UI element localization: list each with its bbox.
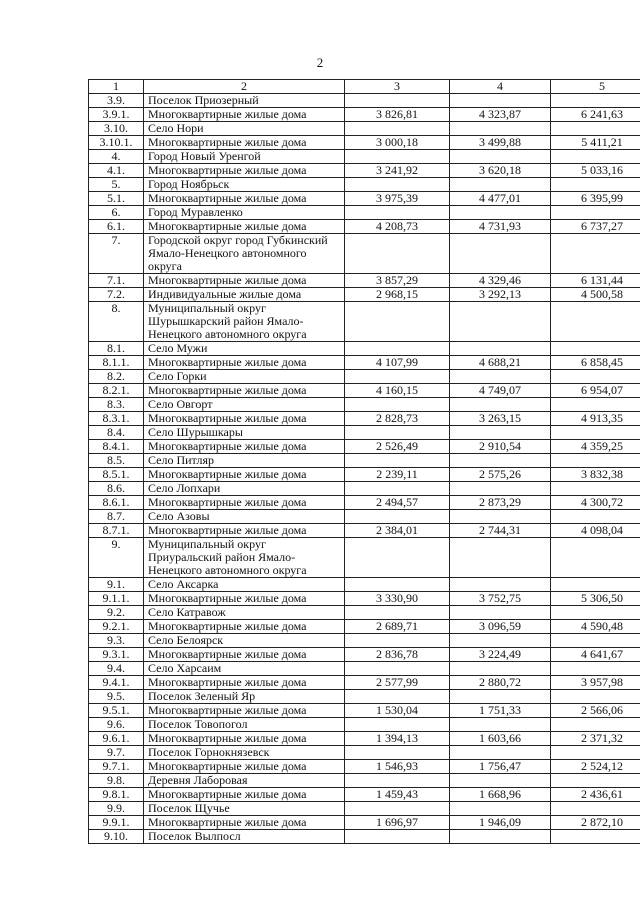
table-row (89, 788, 640, 802)
value-col-5: 4 590,48 (551, 620, 640, 634)
row-name: Многоквартирные жилые дома (144, 816, 345, 830)
value-col-5 (551, 234, 640, 274)
table-row (89, 454, 640, 468)
table-header-row (89, 80, 640, 94)
value-col-5 (551, 578, 640, 592)
value-col-3 (345, 774, 450, 788)
table-row (89, 206, 640, 220)
table-body (89, 94, 640, 844)
row-number: 8.5. (89, 454, 144, 468)
table-row (89, 718, 640, 732)
value-col-5 (551, 510, 640, 524)
value-col-5: 2 371,32 (551, 732, 640, 746)
row-number: 3.9. (89, 94, 144, 108)
value-col-5: 4 913,35 (551, 412, 640, 426)
value-col-3: 1 459,43 (345, 788, 450, 802)
table-row (89, 302, 640, 342)
value-col-3: 3 000,18 (345, 136, 450, 150)
row-name: Многоквартирные жилые дома (144, 732, 345, 746)
column-header-2: 2 (144, 80, 345, 94)
table-row (89, 802, 640, 816)
row-number: 7.1. (89, 274, 144, 288)
tariff-table (88, 79, 640, 844)
value-col-3: 4 107,99 (345, 356, 450, 370)
row-number: 9.1.1. (89, 592, 144, 606)
row-number: 8.5.1. (89, 468, 144, 482)
value-col-5: 6 395,99 (551, 192, 640, 206)
row-name: Многоквартирные жилые дома (144, 136, 345, 150)
value-col-5: 4 359,25 (551, 440, 640, 454)
value-col-4 (450, 454, 551, 468)
value-col-3: 4 208,73 (345, 220, 450, 234)
row-number: 3.9.1. (89, 108, 144, 122)
row-number: 9.3. (89, 634, 144, 648)
row-number: 7.2. (89, 288, 144, 302)
value-col-3 (345, 482, 450, 496)
value-col-4 (450, 606, 551, 620)
row-name: Многоквартирные жилые дома (144, 788, 345, 802)
table-row (89, 178, 640, 192)
value-col-5: 4 098,04 (551, 524, 640, 538)
value-col-3 (345, 206, 450, 220)
table-row (89, 538, 640, 578)
table-row (89, 136, 640, 150)
value-col-5: 6 131,44 (551, 274, 640, 288)
value-col-4 (450, 122, 551, 136)
row-number: 8.3.1. (89, 412, 144, 426)
value-col-5: 6 858,45 (551, 356, 640, 370)
row-number: 9.2. (89, 606, 144, 620)
row-number: 8.7. (89, 510, 144, 524)
table-row (89, 412, 640, 426)
value-col-5 (551, 606, 640, 620)
row-name: Многоквартирные жилые дома (144, 412, 345, 426)
row-number: 9.1. (89, 578, 144, 592)
row-number: 8.1. (89, 342, 144, 356)
table-row (89, 274, 640, 288)
row-name: Поселок Зеленый Яр (144, 690, 345, 704)
value-col-3: 3 330,90 (345, 592, 450, 606)
row-name: Многоквартирные жилые дома (144, 384, 345, 398)
value-col-5 (551, 482, 640, 496)
value-col-5: 4 500,58 (551, 288, 640, 302)
value-col-3 (345, 634, 450, 648)
value-col-3: 2 239,11 (345, 468, 450, 482)
value-col-4 (450, 538, 551, 578)
value-col-4 (450, 802, 551, 816)
value-col-5 (551, 634, 640, 648)
value-col-3: 2 384,01 (345, 524, 450, 538)
row-name: Село Катравож (144, 606, 345, 620)
row-name: Село Горки (144, 370, 345, 384)
value-col-4: 3 499,88 (450, 136, 551, 150)
table-row (89, 662, 640, 676)
table-row (89, 732, 640, 746)
value-col-3 (345, 150, 450, 164)
value-col-3: 3 975,39 (345, 192, 450, 206)
row-number: 9. (89, 538, 144, 578)
row-number: 9.4. (89, 662, 144, 676)
value-col-3 (345, 802, 450, 816)
table-row (89, 676, 640, 690)
value-col-3 (345, 830, 450, 844)
row-number: 9.7. (89, 746, 144, 760)
table-row (89, 704, 640, 718)
value-col-3 (345, 454, 450, 468)
value-col-5 (551, 206, 640, 220)
table-row (89, 510, 640, 524)
row-number: 8.3. (89, 398, 144, 412)
value-col-5: 3 832,38 (551, 468, 640, 482)
column-header-3: 3 (345, 80, 450, 94)
value-col-4 (450, 398, 551, 412)
row-number: 8.6. (89, 482, 144, 496)
value-col-3 (345, 342, 450, 356)
value-col-5 (551, 746, 640, 760)
row-name: Индивидуальные жилые дома (144, 288, 345, 302)
table-row (89, 370, 640, 384)
value-col-4 (450, 578, 551, 592)
column-header-1: 1 (89, 80, 144, 94)
value-col-5 (551, 662, 640, 676)
row-number: 9.6. (89, 718, 144, 732)
row-number: 9.5. (89, 690, 144, 704)
value-col-3 (345, 510, 450, 524)
value-col-5: 5 306,50 (551, 592, 640, 606)
value-col-3 (345, 538, 450, 578)
value-col-3: 1 530,04 (345, 704, 450, 718)
value-col-4: 4 749,07 (450, 384, 551, 398)
value-col-4: 2 873,29 (450, 496, 551, 510)
row-name: Село Питляр (144, 454, 345, 468)
value-col-5: 2 872,10 (551, 816, 640, 830)
row-name: Многоквартирные жилые дома (144, 676, 345, 690)
value-col-5 (551, 718, 640, 732)
table-row (89, 164, 640, 178)
value-col-5 (551, 342, 640, 356)
row-number: 9.4.1. (89, 676, 144, 690)
table-row (89, 606, 640, 620)
row-name: Многоквартирные жилые дома (144, 164, 345, 178)
table-row (89, 524, 640, 538)
value-col-5: 5 411,21 (551, 136, 640, 150)
value-col-3: 3 241,92 (345, 164, 450, 178)
value-col-5: 4 641,67 (551, 648, 640, 662)
table-row (89, 384, 640, 398)
table-row (89, 468, 640, 482)
row-number: 8.1.1. (89, 356, 144, 370)
value-col-3: 2 836,78 (345, 648, 450, 662)
row-number: 6.1. (89, 220, 144, 234)
row-number: 4. (89, 150, 144, 164)
value-col-3: 2 494,57 (345, 496, 450, 510)
value-col-3: 2 577,99 (345, 676, 450, 690)
value-col-5 (551, 426, 640, 440)
row-number: 3.10.1. (89, 136, 144, 150)
value-col-5: 6 737,27 (551, 220, 640, 234)
value-col-4 (450, 370, 551, 384)
row-name: Многоквартирные жилые дома (144, 468, 345, 482)
value-col-3 (345, 370, 450, 384)
value-col-4: 4 688,21 (450, 356, 551, 370)
value-col-4: 4 731,93 (450, 220, 551, 234)
row-name: Село Аксарка (144, 578, 345, 592)
value-col-3 (345, 234, 450, 274)
row-number: 8.2.1. (89, 384, 144, 398)
row-number: 9.5.1. (89, 704, 144, 718)
row-number: 9.9.1. (89, 816, 144, 830)
value-col-4 (450, 718, 551, 732)
row-name: Многоквартирные жилые дома (144, 524, 345, 538)
value-col-4: 1 603,66 (450, 732, 551, 746)
row-name: Поселок Товопогол (144, 718, 345, 732)
value-col-4: 2 910,54 (450, 440, 551, 454)
value-col-3 (345, 302, 450, 342)
value-col-4: 1 668,96 (450, 788, 551, 802)
value-col-3: 1 394,13 (345, 732, 450, 746)
column-header-4: 4 (450, 80, 551, 94)
row-number: 9.9. (89, 802, 144, 816)
row-number: 4.1. (89, 164, 144, 178)
value-col-5 (551, 454, 640, 468)
value-col-4 (450, 634, 551, 648)
value-col-3 (345, 398, 450, 412)
value-col-4: 1 946,09 (450, 816, 551, 830)
value-col-4 (450, 746, 551, 760)
table-row (89, 746, 640, 760)
row-name: Многоквартирные жилые дома (144, 220, 345, 234)
value-col-4: 3 752,75 (450, 592, 551, 606)
value-col-3 (345, 178, 450, 192)
value-col-3 (345, 578, 450, 592)
row-number: 9.7.1. (89, 760, 144, 774)
value-col-4 (450, 510, 551, 524)
table-row (89, 234, 640, 274)
value-col-4 (450, 206, 551, 220)
row-name: Поселок Вылпосл (144, 830, 345, 844)
value-col-5 (551, 370, 640, 384)
row-name: Многоквартирные жилые дома (144, 108, 345, 122)
value-col-4 (450, 662, 551, 676)
table-row (89, 150, 640, 164)
value-col-5: 6 241,63 (551, 108, 640, 122)
table-row (89, 830, 640, 844)
page-number: 2 (316, 55, 324, 70)
row-name: Многоквартирные жилые дома (144, 648, 345, 662)
value-col-5 (551, 830, 640, 844)
table-row (89, 398, 640, 412)
row-number: 3.10. (89, 122, 144, 136)
row-name: Муниципальный округ Приуральский район Ямало-Ненецкого автономного округа (144, 538, 345, 578)
value-col-5: 4 300,72 (551, 496, 640, 510)
row-name: Село Белоярск (144, 634, 345, 648)
row-name: Многоквартирные жилые дома (144, 440, 345, 454)
value-col-3 (345, 94, 450, 108)
table-row (89, 342, 640, 356)
value-col-4: 3 292,13 (450, 288, 551, 302)
table-row (89, 108, 640, 122)
row-number: 5.1. (89, 192, 144, 206)
table-row (89, 648, 640, 662)
value-col-5: 2 436,61 (551, 788, 640, 802)
value-col-3 (345, 690, 450, 704)
value-col-3 (345, 606, 450, 620)
value-col-5 (551, 774, 640, 788)
table-row (89, 496, 640, 510)
row-number: 9.8.1. (89, 788, 144, 802)
value-col-3: 4 160,15 (345, 384, 450, 398)
row-name: Село Нори (144, 122, 345, 136)
value-col-3: 2 828,73 (345, 412, 450, 426)
table-row (89, 592, 640, 606)
row-name: Многоквартирные жилые дома (144, 704, 345, 718)
row-name: Город Новый Уренгой (144, 150, 345, 164)
value-col-5 (551, 94, 640, 108)
row-name: Поселок Горнокнязевск (144, 746, 345, 760)
row-number: 8.4.1. (89, 440, 144, 454)
value-col-4: 1 756,47 (450, 760, 551, 774)
value-col-4: 4 477,01 (450, 192, 551, 206)
table-row (89, 482, 640, 496)
row-name: Город Муравленко (144, 206, 345, 220)
value-col-5: 3 957,98 (551, 676, 640, 690)
row-name: Деревня Лаборовая (144, 774, 345, 788)
value-col-3: 1 546,93 (345, 760, 450, 774)
row-name: Многоквартирные жилые дома (144, 192, 345, 206)
row-number: 8.4. (89, 426, 144, 440)
value-col-5 (551, 538, 640, 578)
row-number: 9.8. (89, 774, 144, 788)
row-number: 9.2.1. (89, 620, 144, 634)
row-name: Многоквартирные жилые дома (144, 274, 345, 288)
table-row (89, 440, 640, 454)
row-name: Село Овгорт (144, 398, 345, 412)
table-row (89, 356, 640, 370)
value-col-5 (551, 302, 640, 342)
table-row (89, 690, 640, 704)
table-row (89, 816, 640, 830)
value-col-4 (450, 482, 551, 496)
row-name: Село Шурышкары (144, 426, 345, 440)
value-col-4: 3 096,59 (450, 620, 551, 634)
value-col-4 (450, 94, 551, 108)
value-col-3: 2 526,49 (345, 440, 450, 454)
value-col-5 (551, 150, 640, 164)
row-name: Многоквартирные жилые дома (144, 760, 345, 774)
value-col-5 (551, 690, 640, 704)
value-col-5 (551, 802, 640, 816)
value-col-4 (450, 774, 551, 788)
value-col-3: 1 696,97 (345, 816, 450, 830)
value-col-5 (551, 398, 640, 412)
row-name: Поселок Приозерный (144, 94, 345, 108)
value-col-4: 3 263,15 (450, 412, 551, 426)
table-row (89, 578, 640, 592)
row-number: 9.6.1. (89, 732, 144, 746)
value-col-3 (345, 746, 450, 760)
table-row (89, 426, 640, 440)
value-col-5: 5 033,16 (551, 164, 640, 178)
value-col-3 (345, 662, 450, 676)
row-name: Многоквартирные жилые дома (144, 620, 345, 634)
table-row (89, 192, 640, 206)
value-col-5 (551, 122, 640, 136)
value-col-4 (450, 150, 551, 164)
value-col-4: 3 620,18 (450, 164, 551, 178)
row-number: 8.7.1. (89, 524, 144, 538)
value-col-4 (450, 178, 551, 192)
value-col-4 (450, 426, 551, 440)
value-col-4 (450, 342, 551, 356)
value-col-3 (345, 122, 450, 136)
value-col-3 (345, 718, 450, 732)
row-name: Село Лопхари (144, 482, 345, 496)
value-col-5: 6 954,07 (551, 384, 640, 398)
row-number: 8.6.1. (89, 496, 144, 510)
value-col-4: 1 751,33 (450, 704, 551, 718)
table-row (89, 122, 640, 136)
column-header-5: 5 (551, 80, 640, 94)
value-col-3 (345, 426, 450, 440)
row-number: 9.10. (89, 830, 144, 844)
table-row (89, 774, 640, 788)
row-number: 9.3.1. (89, 648, 144, 662)
row-number: 6. (89, 206, 144, 220)
table-row (89, 760, 640, 774)
table-row (89, 620, 640, 634)
row-number: 8. (89, 302, 144, 342)
table-row (89, 634, 640, 648)
row-name: Муниципальный округ Шурышкарский район Ямало-Ненецкого автономного округа (144, 302, 345, 342)
row-name: Город Ноябрьск (144, 178, 345, 192)
value-col-5: 2 524,12 (551, 760, 640, 774)
value-col-5: 2 566,06 (551, 704, 640, 718)
table-row (89, 94, 640, 108)
value-col-4: 4 323,87 (450, 108, 551, 122)
value-col-4 (450, 830, 551, 844)
value-col-4: 4 329,46 (450, 274, 551, 288)
value-col-4: 3 224,49 (450, 648, 551, 662)
row-name: Село Мужи (144, 342, 345, 356)
value-col-5 (551, 178, 640, 192)
row-number: 8.2. (89, 370, 144, 384)
value-col-4: 2 880,72 (450, 676, 551, 690)
row-name: Многоквартирные жилые дома (144, 592, 345, 606)
value-col-3: 2 689,71 (345, 620, 450, 634)
row-name: Многоквартирные жилые дома (144, 496, 345, 510)
row-name: Городской округ город Губкинский Ямало-Ненецкого автономного округа (144, 234, 345, 274)
table-row (89, 220, 640, 234)
value-col-3: 3 826,81 (345, 108, 450, 122)
row-name: Многоквартирные жилые дома (144, 356, 345, 370)
row-number: 7. (89, 234, 144, 274)
value-col-3: 3 857,29 (345, 274, 450, 288)
value-col-4 (450, 690, 551, 704)
row-name: Село Харсаим (144, 662, 345, 676)
value-col-4 (450, 302, 551, 342)
row-name: Поселок Щучье (144, 802, 345, 816)
value-col-4 (450, 234, 551, 274)
value-col-3: 2 968,15 (345, 288, 450, 302)
table-row (89, 288, 640, 302)
value-col-4: 2 575,26 (450, 468, 551, 482)
row-name: Село Азовы (144, 510, 345, 524)
value-col-4: 2 744,31 (450, 524, 551, 538)
row-number: 5. (89, 178, 144, 192)
